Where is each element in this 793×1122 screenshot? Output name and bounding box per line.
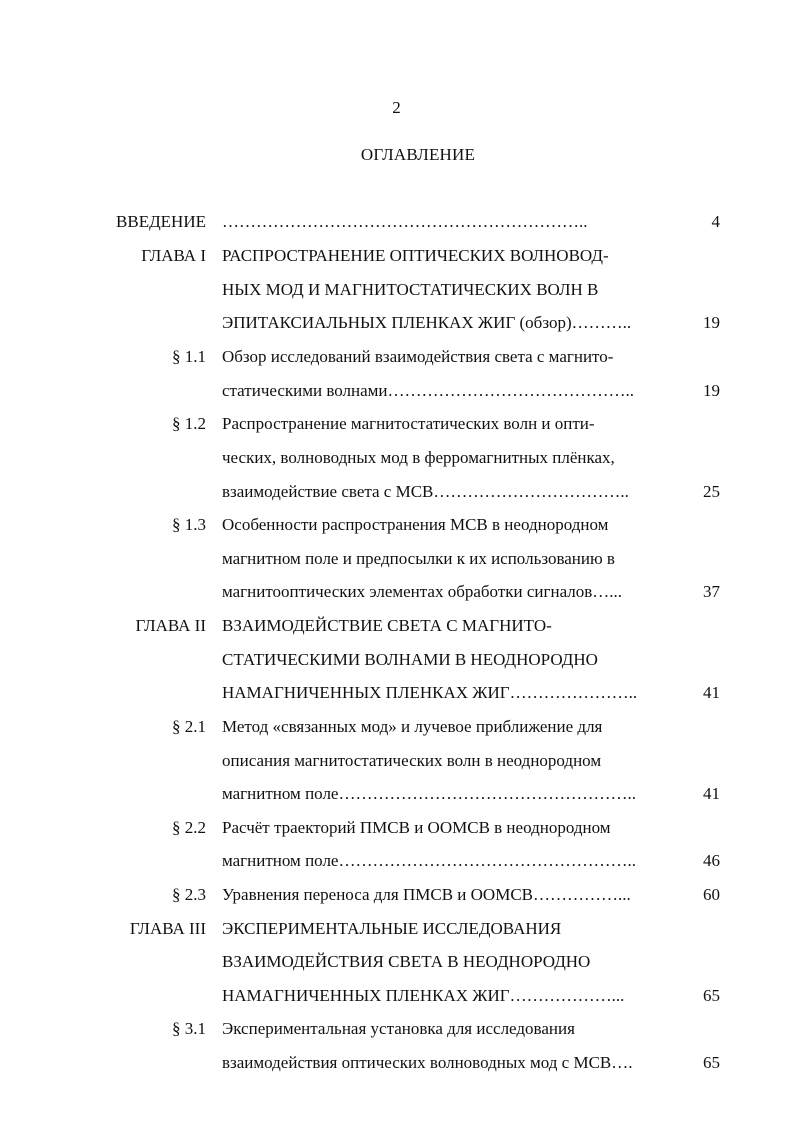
- toc-text: ………………………………………………………..: [222, 212, 588, 231]
- toc-text: ЭКСПЕРИМЕНТАЛЬНЫЕ ИССЛЕДОВАНИЯ: [222, 919, 562, 938]
- toc-line: [0, 646, 793, 674]
- toc-text: статическими волнами……………………………………..: [222, 381, 635, 400]
- toc-label: § 1.2: [172, 414, 206, 433]
- toc-line: [0, 276, 793, 304]
- toc-text: Экспериментальная установка для исследования: [222, 1019, 575, 1038]
- toc-entry-section-1-3: [0, 511, 793, 539]
- toc-page: 37: [703, 582, 720, 601]
- toc-line: [0, 377, 793, 405]
- toc-label: ГЛАВА III: [129, 919, 206, 938]
- toc-text: ческих, волноводных мод в ферромагнитных плёнках,: [222, 448, 615, 467]
- toc-text: магнитооптических элементах обработки сигналов…...: [222, 582, 623, 601]
- toc-line: [0, 309, 793, 337]
- toc-label: § 2.2: [172, 818, 206, 837]
- toc-line: [0, 747, 793, 775]
- toc-page: 65: [703, 986, 720, 1005]
- toc-entry-section-2-2: [0, 814, 793, 842]
- toc-entry-introduction: [0, 208, 793, 236]
- toc-text: Расчёт траекторий ПМСВ и ООМСВ в неоднородном: [222, 818, 611, 837]
- toc-entry-section-2-3: [0, 881, 793, 909]
- toc-text: ВЗАИМОДЕЙСТВИЯ СВЕТА В НЕОДНОРОДНО: [222, 952, 591, 971]
- toc-text: Особенности распространения МСВ в неоднородном: [222, 515, 609, 534]
- toc-page: 60: [703, 885, 720, 904]
- toc-label: ГЛАВА II: [135, 616, 206, 635]
- toc-entry-section-1-1: [0, 343, 793, 371]
- toc-text: НАМАГНИЧЕННЫХ ПЛЕНКАХ ЖИГ…………………..: [222, 683, 638, 702]
- toc-text: магнитном поле и предпосылки к их использованию в: [222, 549, 615, 568]
- toc-line: [0, 545, 793, 573]
- page-title: ОГЛАВЛЕНИЕ: [360, 145, 476, 164]
- toc-text: НАМАГНИЧЕННЫХ ПЛЕНКАХ ЖИГ………………...: [222, 986, 625, 1005]
- toc-entry-chapter-3: [0, 915, 793, 943]
- toc-line: [0, 578, 793, 606]
- toc-line: [0, 478, 793, 506]
- page-number: 2: [392, 98, 401, 117]
- toc-page: 65: [703, 1053, 720, 1072]
- toc-entry-section-3-1: [0, 1015, 793, 1043]
- toc-label: § 2.3: [172, 885, 206, 904]
- toc-label: ГЛАВА I: [141, 246, 206, 265]
- toc-line: [0, 948, 793, 976]
- toc-text: РАСПРОСТРАНЕНИЕ ОПТИЧЕСКИХ ВОЛНОВОД-: [222, 246, 609, 265]
- toc-page: 19: [703, 313, 720, 332]
- toc-page: 25: [703, 482, 720, 501]
- toc-text: магнитном поле……………………………………………..: [222, 784, 636, 803]
- toc-page: 41: [703, 784, 720, 803]
- toc-label: ВВЕДЕНИЕ: [116, 212, 206, 231]
- toc-label: § 1.3: [172, 515, 206, 534]
- toc-text: ЭПИТАКСИАЛЬНЫХ ПЛЕНКАХ ЖИГ (обзор)………..: [222, 313, 632, 332]
- toc-text: НЫХ МОД И МАГНИТОСТАТИЧЕСКИХ ВОЛН В: [222, 280, 599, 299]
- toc-text: СТАТИЧЕСКИМИ ВОЛНАМИ В НЕОДНОРОДНО: [222, 650, 598, 669]
- toc-text: взаимодействия оптических волноводных мод с МСВ….: [222, 1053, 633, 1072]
- toc-line: [0, 679, 793, 707]
- toc-label: § 3.1: [172, 1019, 206, 1038]
- toc-text: Метод «связанных мод» и лучевое приближение для: [222, 717, 603, 736]
- toc-page: 4: [711, 212, 720, 231]
- toc-line: [0, 444, 793, 472]
- toc-line: [0, 780, 793, 808]
- toc-entry-chapter-2: [0, 612, 793, 640]
- toc-text: ВЗАИМОДЕЙСТВИЕ СВЕТА С МАГНИТО-: [222, 616, 552, 635]
- toc-label: § 2.1: [172, 717, 206, 736]
- toc-page: 41: [703, 683, 720, 702]
- toc-entry-section-2-1: [0, 713, 793, 741]
- toc-text: Уравнения переноса для ПМСВ и ООМСВ……………...: [222, 885, 631, 904]
- toc-line: [0, 847, 793, 875]
- toc-text: Обзор исследований взаимодействия света с магнито-: [222, 347, 614, 366]
- toc-text: взаимодействие света с МСВ……………………………..: [222, 482, 629, 501]
- toc-entry-chapter-1: [0, 242, 793, 270]
- toc-text: Распространение магнитостатических волн и опти-: [222, 414, 595, 433]
- toc-page: 46: [703, 851, 720, 870]
- toc-page: 19: [703, 381, 720, 400]
- toc-entry-section-1-2: [0, 410, 793, 438]
- toc-line: [0, 982, 793, 1010]
- toc-text: магнитном поле……………………………………………..: [222, 851, 636, 870]
- toc-label: § 1.1: [172, 347, 206, 366]
- toc-line: [0, 1049, 793, 1077]
- toc-text: описания магнитостатических волн в неоднородном: [222, 751, 602, 770]
